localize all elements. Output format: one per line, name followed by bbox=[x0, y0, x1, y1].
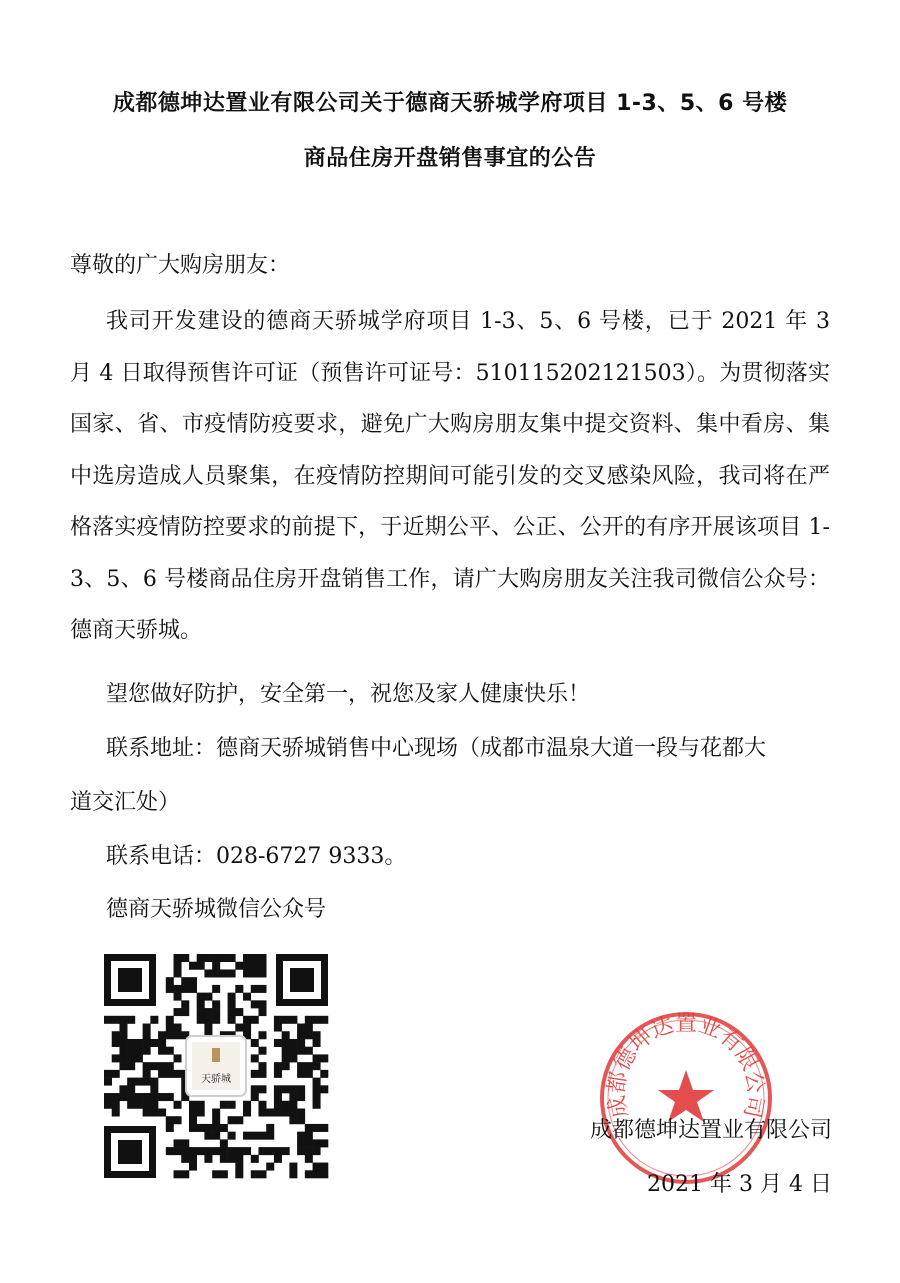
wechat-label: 德商天骄城微信公众号 bbox=[106, 897, 327, 922]
title-line-2: 商品住房开盘销售事宜的公告 bbox=[303, 146, 597, 171]
contact-address-continued: 道交汇处） bbox=[70, 790, 181, 815]
contact-address: 联系地址：德商天骄城销售中心现场（成都市温泉大道一段与花都大 bbox=[106, 736, 767, 761]
signature-date: 2021 年 3 月 4 日 bbox=[647, 1172, 832, 1197]
logo-emblem-icon bbox=[212, 1048, 220, 1062]
wechat-qr-code[interactable] bbox=[100, 950, 332, 1182]
seal-text: 成都德坤达置业有限公司 bbox=[604, 1011, 768, 1121]
title-line-1: 成都德坤达置业有限公司关于德商天骄城学府项目 1-3、5、6 号楼 bbox=[112, 91, 788, 116]
main-paragraph: 我司开发建设的德商天骄城学府项目 1-3、5、6 号楼，已于 2021 年 3 月 4 日取得预售许可证（预售许可证号：510115202121503）。为贯彻落实国家、省、市疫情防疫要求，避免广大购房朋友集中提交资料、集中看房、集中选房造成人员聚集，在疫情防控期间可能引发的交叉感染风险，我司将在严格落实疫情防控要求的前提下，于近期公平、公正、公开的有序开展该项目 1-3、5、6 号楼商品住房开盘销售工作，请广大购房朋友关注我司微信公众号：德商天骄城。 bbox=[70, 309, 830, 643]
wish-line: 望您做好防护，安全第一，祝您及家人健康快乐！ bbox=[106, 682, 591, 707]
qr-logo-text: 天骄城 bbox=[201, 1074, 231, 1085]
salutation: 尊敬的广大购房朋友： bbox=[70, 253, 291, 278]
signature-company: 成都德坤达置业有限公司 bbox=[589, 1118, 832, 1143]
contact-phone: 联系电话：028-6727 9333。 bbox=[106, 844, 407, 869]
company-seal bbox=[596, 1008, 776, 1188]
